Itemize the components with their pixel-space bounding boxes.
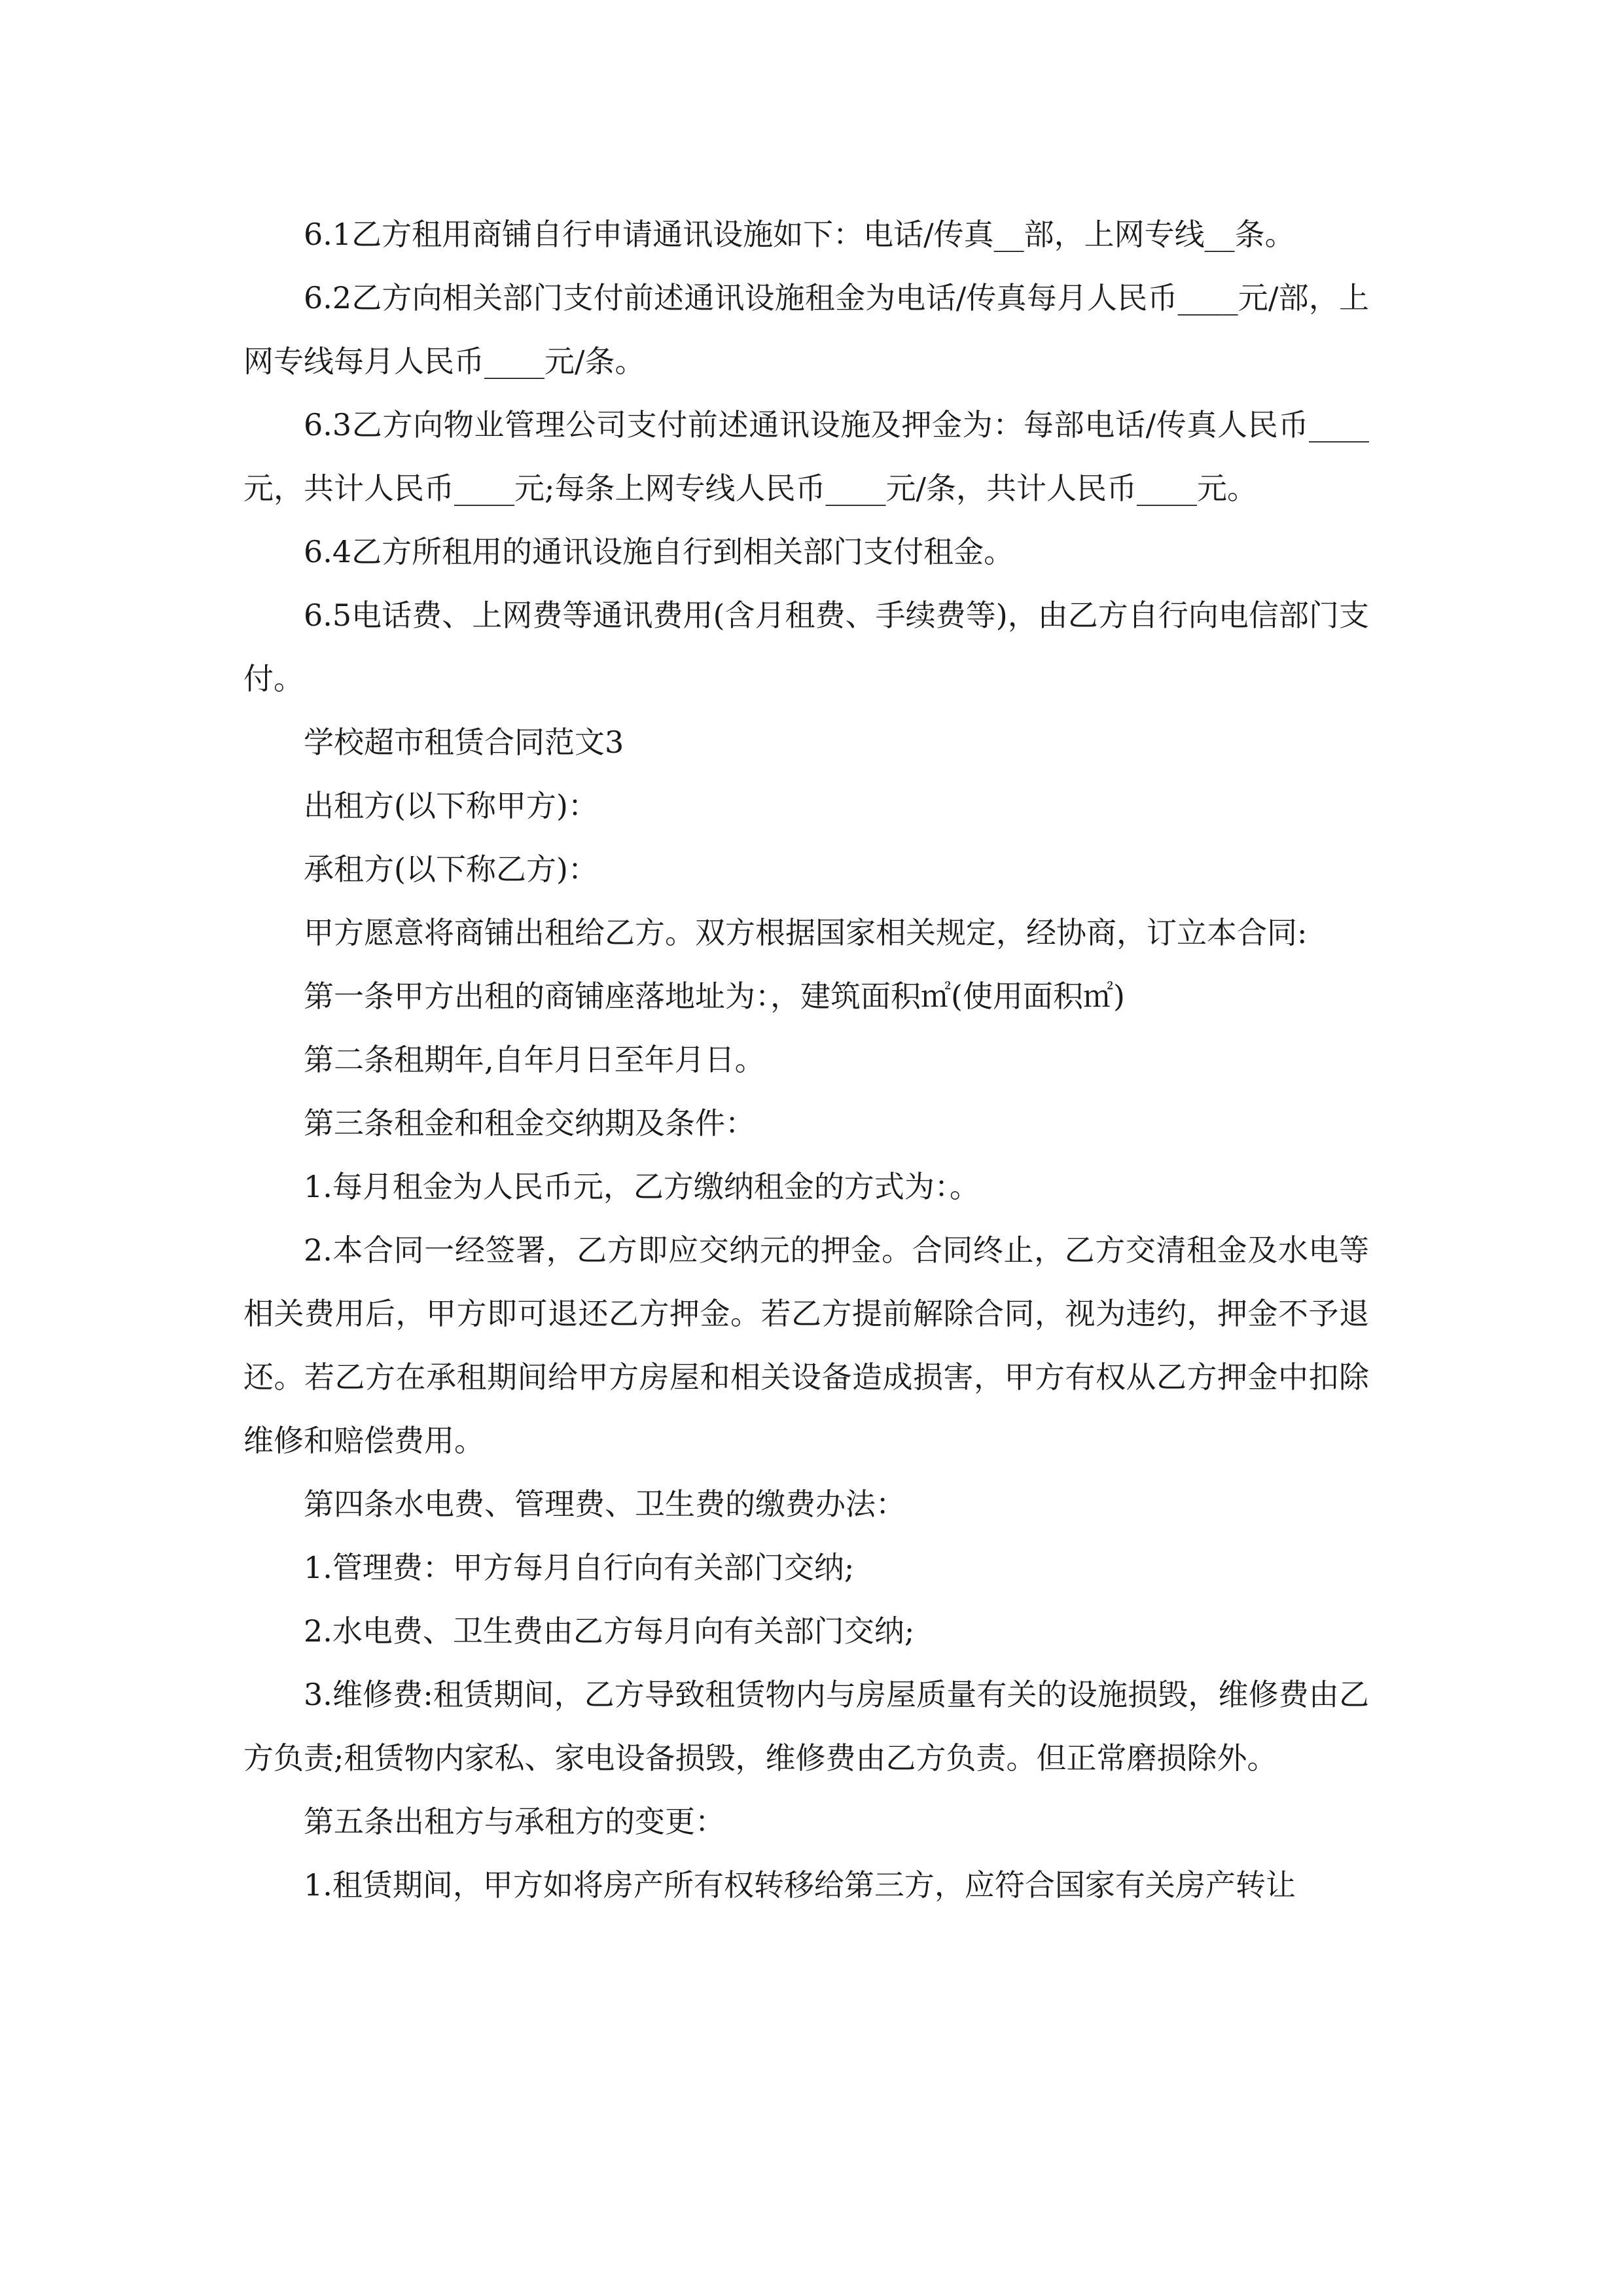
- paragraph-6-4: 6.4乙方所租用的通讯设施自行到相关部门支付租金。: [304, 534, 1014, 569]
- section-title: 学校超市租赁合同范文3: [304, 725, 624, 760]
- article-4-item-1: 1.管理费：甲方每月自行向有关部门交纳;: [304, 1550, 855, 1585]
- paragraph-6-2: 6.2乙方向相关部门支付前述通讯设施租金为电话/传真每月人民币____元/部，上网专线每月人民币____元/条。: [243, 280, 1369, 379]
- article-1: 第一条甲方出租的商铺座落地址为：，建筑面积㎡(使用面积㎡): [304, 978, 1125, 1014]
- article-5: 第五条出租方与承租方的变更：: [304, 1804, 725, 1839]
- article-5-item-1: 1.租赁期间，甲方如将房产所有权转移给第三方，应符合国家有关房产转让: [304, 1867, 1296, 1903]
- article-2: 第二条租期年,自年月日至年月日。: [304, 1042, 765, 1077]
- article-4-item-2: 2.水电费、卫生费由乙方每月向有关部门交纳;: [304, 1613, 915, 1649]
- article-3: 第三条租金和租金交纳期及条件：: [304, 1105, 755, 1141]
- document-body: [243, 203, 1369, 1917]
- lessor-line: 出租方(以下称甲方)：: [304, 788, 598, 823]
- lessee-line: 承租方(以下称乙方)：: [304, 852, 598, 887]
- article-4: 第四条水电费、管理费、卫生费的缴费办法：: [304, 1486, 906, 1522]
- article-4-item-3: 3.维修费:租赁期间，乙方导致租赁物内与房屋质量有关的设施损毁，维修费由乙方负责;租赁物内家私、家电设备损毁，维修费由乙方负责。但正常磨损除外。: [243, 1677, 1369, 1776]
- article-3-item-2: 2.本合同一经签署，乙方即应交纳元的押金。合同终止，乙方交清租金及水电等相关费用后，甲方即可退还乙方押金。若乙方提前解除合同，视为违约，押金不予退还。若乙方在承租期间给甲方房屋和相关设备造成损害，甲方有权从乙方押金中扣除维修和赔偿费用。: [243, 1232, 1369, 1458]
- paragraph-6-5: 6.5电话费、上网费等通讯费用(含月租费、手续费等)，由乙方自行向电信部门支付。: [243, 598, 1369, 696]
- article-3-item-1: 1.每月租金为人民币元，乙方缴纳租金的方式为：。: [304, 1169, 980, 1204]
- paragraph-6-1: 6.1乙方租用商铺自行申请通讯设施如下：电话/传真__部，上网专线__条。: [304, 217, 1295, 252]
- paragraph-6-3: 6.3乙方向物业管理公司支付前述通讯设施及押金为：每部电话/传真人民币____元，共计人民币____元;每条上网专线人民币____元/条，共计人民币____元。: [243, 407, 1369, 506]
- preamble-paragraph: 甲方愿意将商铺出租给乙方。双方根据国家相关规定，经协商，订立本合同:: [304, 915, 1308, 950]
